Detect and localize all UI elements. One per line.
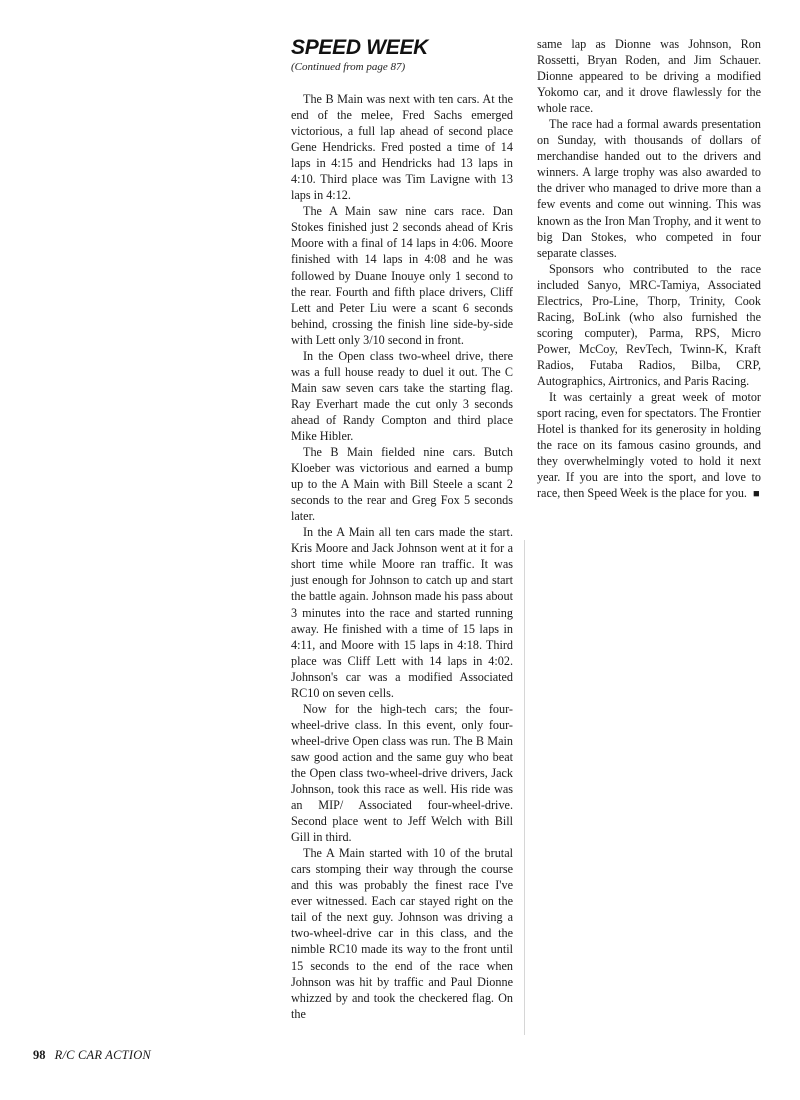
paragraph: In the Open class two-wheel drive, there was a full house ready to duel it out. The C Main saw seven cars take the starting flag. Ray Everhart made the cut only 3 seconds ahead of Randy Compton and third place Mike Hibler. [291, 348, 513, 443]
paragraph: The race had a formal awards presentation on Sunday, with thousands of dollars of merchandise handed out to the drivers and winners. A large trophy was also awarded to the driver who managed to drive more than a few events and come out winning. This was known as the Iron Man Trophy, and it went to big Dan Stokes, who competed in four separate classes. [537, 117, 761, 260]
paragraph: Sponsors who contributed to the race included Sanyo, MRC-Tamiya, Associated Electrics, Pro-Line, Thorp, Trinity, Cook Racing, BoLink (who also furnished the scoring computer), Parma, RPS, Micro Power, McCoy, RevTech, Twinn-K, Kraft Radios, Futaba Radios, Bilba, CRP, Autographics, Airtronics, and Paris Racing. [537, 261, 761, 388]
paragraph: Now for the high-tech cars; the four-wheel-drive class. In this event, only four-wheel-drive Open class was run. The B Main saw good action and the same guy who beat the Open class two-wheel-drive drivers, Jack Johnson, took this race as well. His ride was an MIP/ Associated four-wheel-drive. Second place went to Jeff Welch with Bill Gill in third. [291, 701, 513, 845]
column-divider [524, 540, 525, 1035]
paragraph-text: It was certainly a great week of motor sport racing, even for spectators. The Frontier Hotel is thanked for its generosity in holding the race on its famous casino grounds, and they overwhelmingly voted to hold it next year. If you are into the sport, and love to race, then Speed Week is the place for you. [537, 390, 761, 501]
paragraph: The B Main fielded nine cars. Butch Kloeber was victorious and earned a bump up to the A Main with Bill Steele a scant 2 seconds to the rear and Greg Fox 5 seconds later. [291, 445, 513, 524]
paragraph: The A Main saw nine cars race. Dan Stokes finished just 2 seconds ahead of Kris Moore with a final of 14 laps in 4:06. Moore finished with 14 laps in 4:08 and he was followed by Duane Inouye only 1 second to the rear. Fourth and fifth place drivers, Cliff Lett and Peter Liu were a scant 6 seconds behind, crossing the finish line side-by-side with Lett only 3/10 second in front. [291, 204, 513, 347]
page-footer [33, 1047, 151, 1063]
paragraph: The B Main was next with ten cars. At the end of the melee, Fred Sachs emerged victorious, a full lap ahead of second place Gene Hendricks. Fred posted a time of 14 laps in 4:15 and Hendricks had 13 laps in 4:10. Third place was Tim Lavigne with 13 laps in 4:12. [291, 92, 513, 203]
paragraph: The A Main started with 10 of the brutal cars stomping their way through the course and this was probably the finest race I've ever witnessed. Each car stayed right on the tail of the next guy. Johnson was driving a two-wheel-drive car in this class, and the nimble RC10 made its way to the front until 15 seconds to the end of the race when Johnson was hit by traffic and Paul Dionne whizzed by and took the checkered flag. On the [291, 846, 513, 1021]
last-paragraph [537, 389, 761, 502]
left-column [291, 36, 513, 1022]
continued-note: (Continued from page 87) [291, 61, 406, 73]
article-title: SPEED WEEK [291, 36, 429, 59]
paragraph: In the A Main all ten cars made the start. Kris Moore and Jack Johnson went at it for a short time while Moore ran traffic. It was just enough for Johnson to catch up and start the battle again. Johnson made his pass about 3 minutes into the race and started running away. He finished with a time of 15 laps in 4:11, and Moore with 15 laps in 4:18. Third place was Cliff Lett with 14 laps in 4:02. Johnson's car was a modified Associated RC10 on seven cells. [291, 525, 513, 700]
publication-name: R/C CAR ACTION [54, 1048, 151, 1062]
paragraph: same lap as Dionne was Johnson, Ron Rossetti, Bryan Roden, and Jim Schauer. Dionne appeared to be driving a modified Yokomo car, and it drove flawlessly for the whole race. [537, 37, 761, 116]
right-column [537, 36, 761, 502]
end-of-article-mark: ■ [752, 488, 760, 501]
page-number: 98 [33, 1048, 46, 1062]
